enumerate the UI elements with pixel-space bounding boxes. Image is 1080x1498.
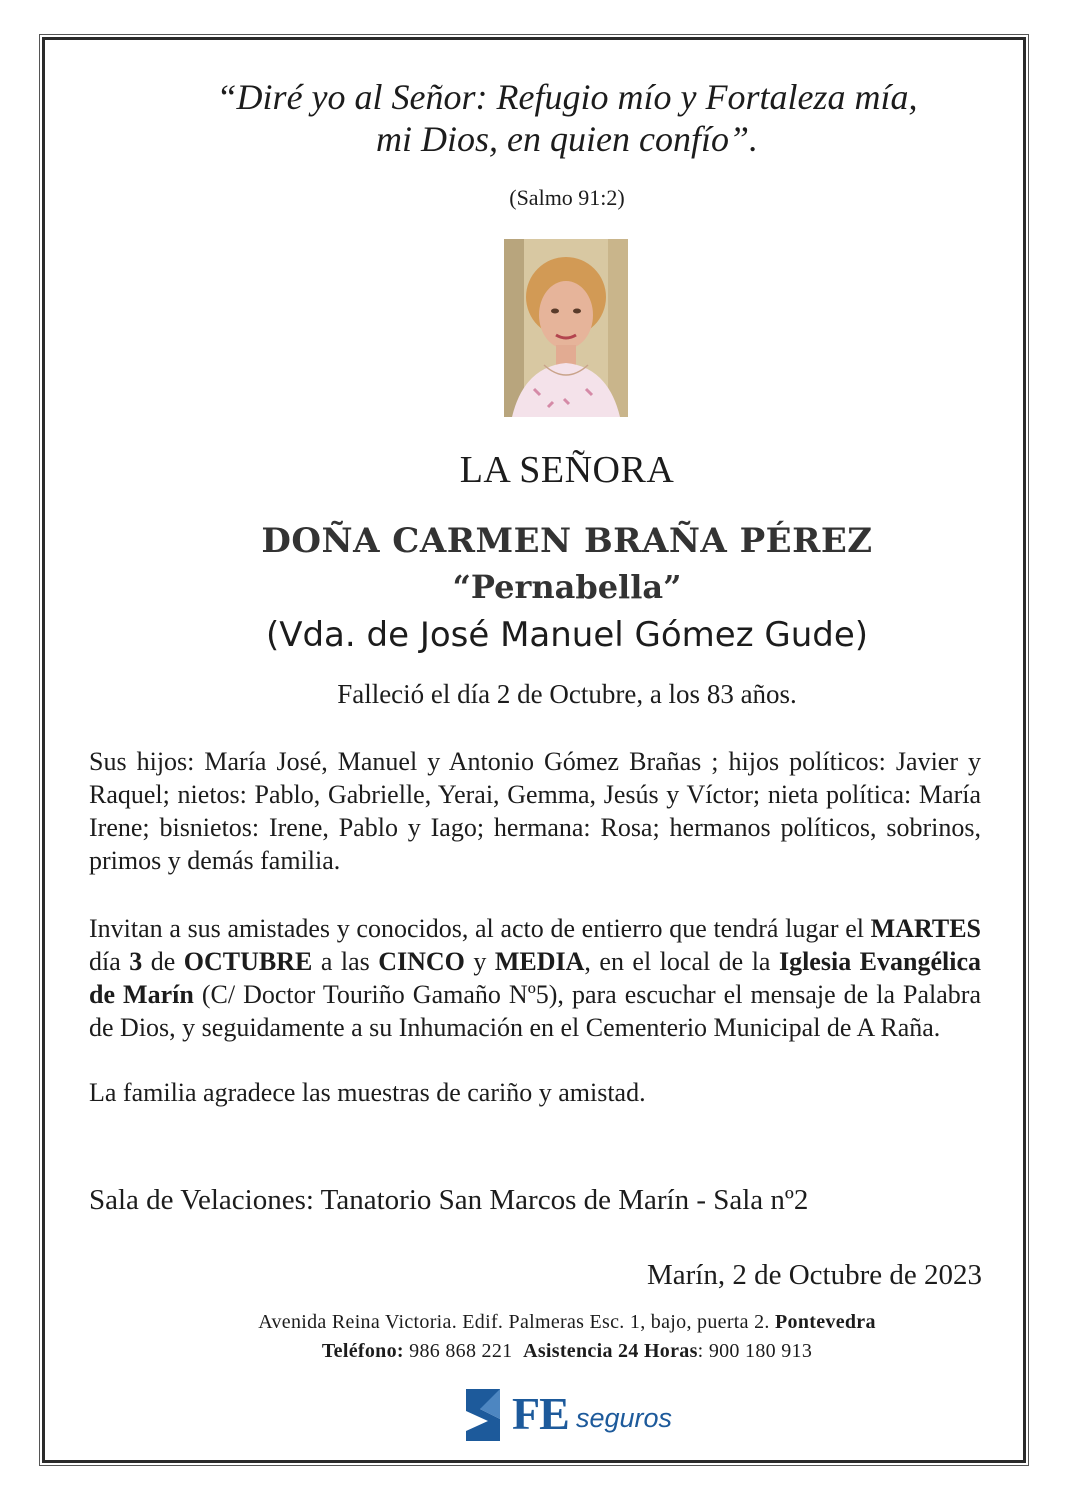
service-hour: CINCO bbox=[378, 947, 465, 976]
phone-label: Teléfono: bbox=[321, 1340, 404, 1362]
epigraph-line-2: mi Dios, en quien confío”. bbox=[376, 119, 758, 159]
service-day-name: MARTES bbox=[870, 914, 981, 943]
logo-brand: FE bbox=[512, 1388, 569, 1439]
fe-seguros-logo bbox=[460, 1385, 690, 1445]
honorific-title: LA SEÑORA bbox=[459, 449, 675, 491]
widow-of: (Vda. de José Manuel Gómez Gude) bbox=[265, 615, 869, 655]
portrait-photo bbox=[504, 239, 628, 417]
address: Avenida Reina Victoria. Edif. Palmeras Esc. 1, bajo, puerta 2. bbox=[258, 1311, 770, 1333]
service-half-hour: MEDIA bbox=[494, 947, 585, 976]
assistance-label: Asistencia 24 Horas bbox=[523, 1340, 698, 1362]
address-line bbox=[42, 1308, 1080, 1337]
family-paragraph: Sus hijos: María José, Manuel y Antonio Gómez Brañas ; hijos políticos: Javier y Raquel; nietos: Pablo, Gabrielle, Yerai, Gemma, Jesús y Víctor; nieta política: María Irene; bisnietos: Irene, Pablo y Iago; hermana: Rosa; hermanos políticos, sobrinos, primos y demás familia. bbox=[89, 747, 981, 875]
service-church: Iglesia Evangélica de Marín bbox=[89, 947, 982, 1009]
epigraph-line-1: “Diré yo al Señor: Refugio mío y Fortaleza mía, bbox=[216, 77, 918, 117]
fe-seguros-emblem-icon bbox=[460, 1385, 506, 1445]
funeral-home-contact bbox=[42, 1308, 1080, 1366]
phone-line bbox=[42, 1337, 1080, 1366]
service-month: OCTUBRE bbox=[183, 947, 313, 976]
address-city: Pontevedra bbox=[775, 1311, 876, 1333]
logo-tagline: seguros bbox=[576, 1403, 673, 1433]
invitation-paragraph: Invitan a sus amistades y conocidos, al acto de entierro que tendrá lugar el MARTES día 3 de OCTUBRE a las CINCO y MEDIA, en el local de la Iglesia Evangélica de Marín (C/ Doctor Touriño Gamaño Nº5), para escuchar el mensaje de la Palabra de Dios, y seguidamente a su Inhumación en el Cementerio Municipal de A Raña. bbox=[89, 914, 982, 1042]
deceased-name: DOÑA CARMEN BRAÑA PÉREZ bbox=[261, 521, 873, 561]
phone-number: 986 868 221 bbox=[409, 1340, 513, 1362]
epigraph-reference: (Salmo 91:2) bbox=[509, 185, 625, 210]
assistance-phone: : 900 180 913 bbox=[697, 1340, 813, 1362]
death-notice: Falleció el día 2 de Octubre, a los 83 años. bbox=[337, 679, 797, 709]
service-day-number: 3 bbox=[129, 947, 143, 976]
epigraph bbox=[42, 76, 1080, 160]
place-date: Marín, 2 de Octubre de 2023 bbox=[646, 1259, 982, 1291]
deceased-nickname: “Pernabella” bbox=[452, 568, 682, 606]
thanks-line: La familia agradece las muestras de cariño y amistad. bbox=[89, 1078, 646, 1107]
wake-room: Sala de Velaciones: Tanatorio San Marcos de Marín - Sala nº2 bbox=[89, 1184, 809, 1216]
